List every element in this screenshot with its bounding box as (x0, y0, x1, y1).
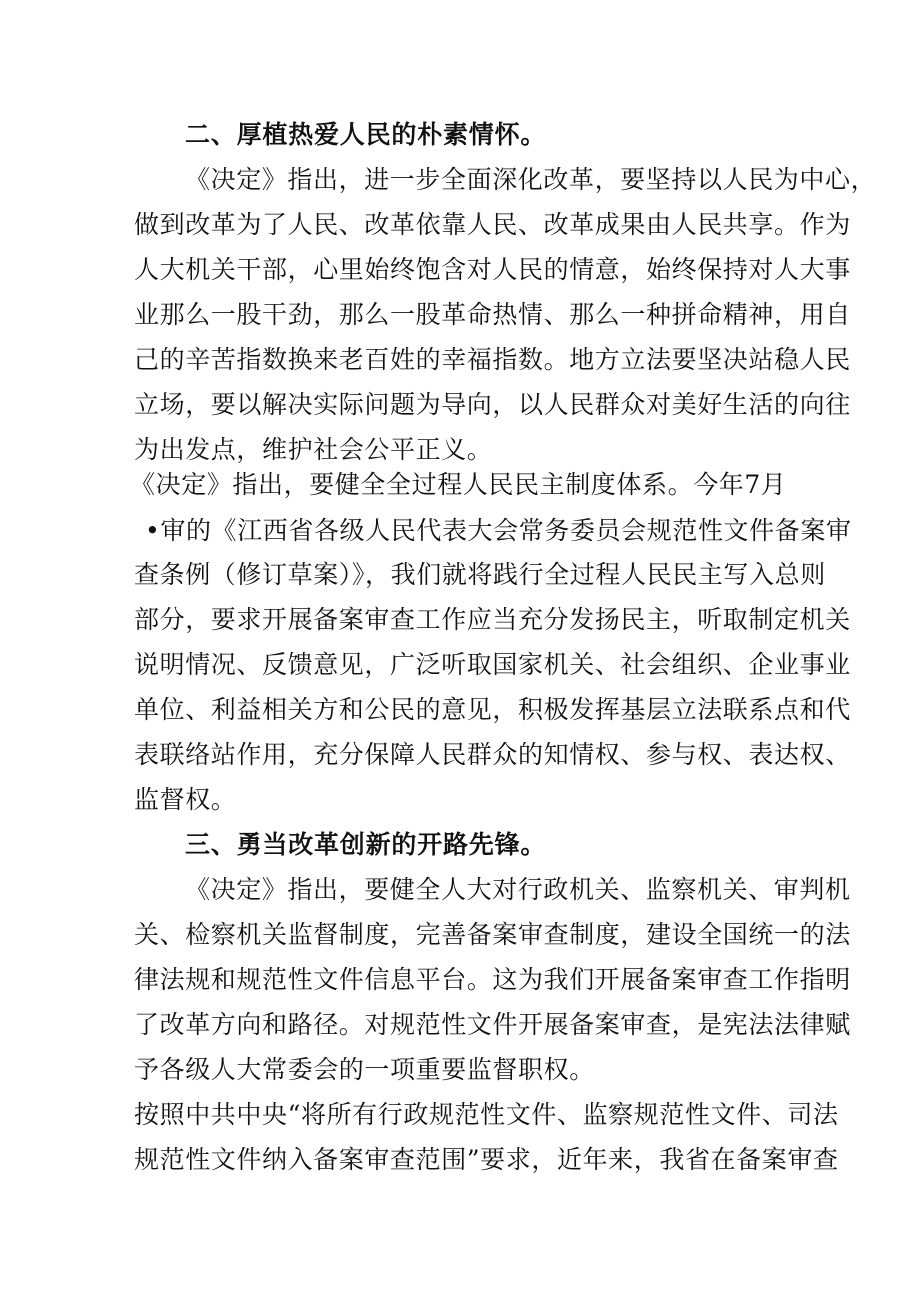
paragraph-line: 监督权。 (134, 785, 237, 814)
paragraph-line: 说明情况、反馈意见，广泛听取国家机关、社会组织、企业事业 (134, 650, 851, 679)
paragraph-line: •审的《江西省各级人民代表大会常务委员会规范性文件备案审 (145, 516, 852, 545)
paragraph-line: 部分，要求开展备案审查工作应当充分发扬民主，听取制定机关 (134, 605, 851, 634)
paragraph-line: 规范性文件纳入备案审查范围”要求，近年来，我省在备案审查 (134, 1145, 839, 1174)
paragraph-line: 做到改革为了人民、改革依靠人民、改革成果由人民共享。作为 (134, 210, 851, 239)
paragraph-line: 《决定》指出，要健全人大对行政机关、监察机关、审判机 (185, 875, 851, 904)
paragraph-line: 立场，要以解决实际问题为导向，以人民群众对美好生活的向往 (134, 390, 851, 419)
paragraph-line: 表联络站作用，充分保障人民群众的知情权、参与权、表达权、 (134, 740, 851, 769)
paragraph-line: 单位、利益相关方和公民的意见，积极发挥基层立法联系点和代 (134, 695, 851, 724)
paragraph-line: 己的辛苦指数换来老百姓的幸福指数。地方立法要坚决站稳人民 (134, 345, 851, 374)
paragraph-line: 为出发点，维护社会公平正义。 (134, 435, 493, 464)
paragraph-line: 予各级人大常委会的一项重要监督职权。 (134, 1055, 595, 1084)
paragraph-line: 人大机关干部，心里始终饱含对人民的情意，始终保持对人大事 (134, 255, 851, 284)
section-heading-3: 三、勇当改革创新的开路先锋。 (185, 830, 547, 859)
section-heading-2: 二、厚植热爱人民的朴素情怀。 (185, 120, 547, 149)
paragraph-line: 律法规和规范性文件信息平台。这为我们开展备案审查工作指明 (134, 965, 851, 994)
paragraph-line: 查条例（修订草案）》，我们就将践行全过程人民民主写入总则 (134, 560, 826, 589)
paragraph-line: 《决定》指出，要健全全过程人民民主制度体系。今年7月 (130, 470, 787, 499)
paragraph-line: 了改革方向和路径。对规范性文件开展备案审查，是宪法法律赋 (134, 1010, 851, 1039)
paragraph-line: 《决定》指出，进一步全面深化改革，要坚持以人民为中心， (185, 165, 877, 194)
paragraph-line: 按照中共中央“将所有行政规范性文件、监察规范性文件、司法 (134, 1100, 839, 1129)
paragraph-line: 关、检察机关监督制度，完善备案审查制度，建设全国统一的法 (134, 920, 851, 949)
paragraph-line: 业那么一股干劲，那么一股革命热情、那么一种拼命精神，用自 (134, 300, 851, 329)
